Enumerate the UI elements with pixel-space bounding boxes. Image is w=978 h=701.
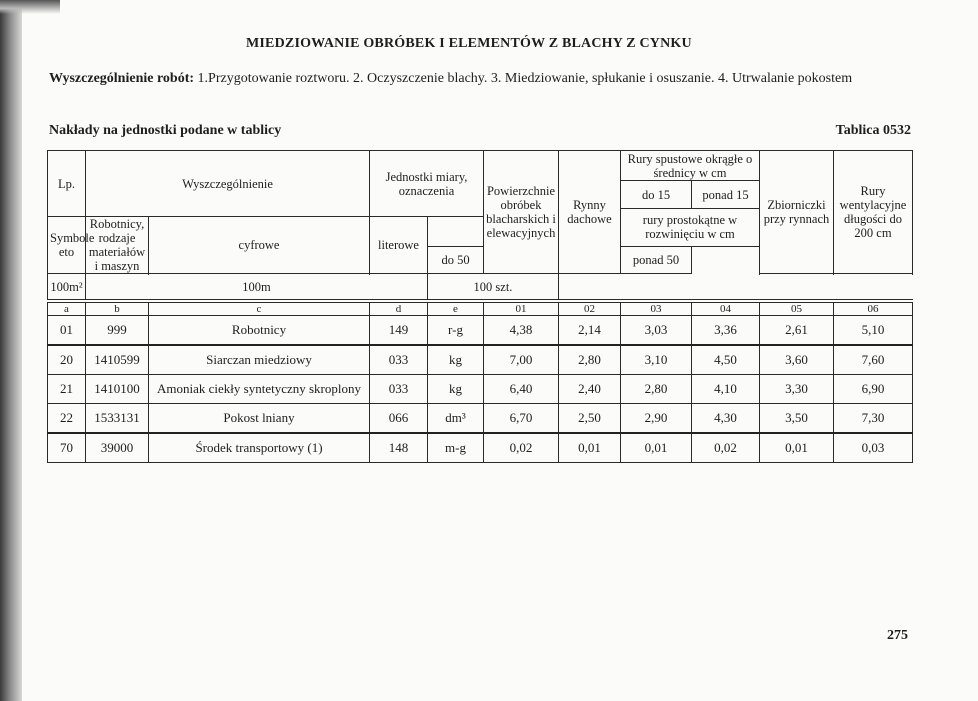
header-symbols: Symbole eto: [48, 217, 86, 274]
row-unit-numeric: 033: [370, 375, 428, 404]
table-row: [48, 433, 913, 463]
row-value: 2,80: [559, 345, 621, 375]
header-pipes-round: Rury spustowe okrągłe o średnicy w cm: [621, 151, 760, 181]
row-symbol: 39000: [86, 433, 149, 463]
expenditure-table: [47, 150, 913, 463]
row-lp: 21: [48, 375, 86, 404]
header-gutters: Rynny dachowe: [559, 151, 621, 274]
header-spec: Wyszczególnienie: [86, 151, 370, 217]
work-spec-text: 1.Przygotowanie roztworu. 2. Oczyszczenie blachy. 3. Miedziowanie, spłukanie i osuszanie. 4. Utrwalanie pokostem: [197, 71, 853, 86]
row-value: 4,10: [692, 375, 760, 404]
row-value: 0,01: [760, 433, 834, 463]
row-value: 3,10: [621, 345, 692, 375]
index-cell: b: [86, 303, 149, 316]
unit-length: 100m: [86, 274, 428, 300]
header-row-1: [48, 151, 913, 181]
row-value: 3,60: [760, 345, 834, 375]
header-vent: Rury wentylacyjne długości do 200 cm: [834, 151, 913, 274]
row-unit-letter: m-g: [428, 433, 484, 463]
row-value: 6,90: [834, 375, 913, 404]
header-over50: ponad 50: [621, 246, 692, 273]
row-value: 2,90: [621, 404, 692, 434]
index-cell: 05: [760, 303, 834, 316]
header-lp: Lp.: [48, 151, 86, 217]
row-value: 2,14: [559, 316, 621, 346]
row-unit-numeric: 033: [370, 345, 428, 375]
index-cell: 04: [692, 303, 760, 316]
index-cell: 03: [621, 303, 692, 316]
row-value: 4,50: [692, 345, 760, 375]
row-value: 4,30: [692, 404, 760, 434]
table-number: Tablica 0532: [835, 123, 911, 138]
header-upto15: do 15: [621, 181, 692, 209]
index-cell: 02: [559, 303, 621, 316]
page-title: MIEDZIOWANIE OBRÓBEK I ELEMENTÓW Z BLACHY Z CYNKU: [246, 36, 692, 51]
row-unit-letter: r-g: [428, 316, 484, 346]
row-symbol: 1410100: [86, 375, 149, 404]
table-row: [48, 316, 913, 346]
row-name: Pokost lniany: [149, 404, 370, 434]
work-spec-label: Wyszczególnienie robót:: [49, 71, 195, 86]
header-units: Jednostki miary, oznaczenia: [370, 151, 484, 217]
row-unit-letter: kg: [428, 345, 484, 375]
row-symbol: 1410599: [86, 345, 149, 375]
row-value: 7,30: [834, 404, 913, 434]
header-tanks: Zbiorniczki przy rynnach: [760, 151, 834, 274]
row-unit-numeric: 148: [370, 433, 428, 463]
index-cell: c: [149, 303, 370, 316]
row-value: 0,01: [621, 433, 692, 463]
index-cell: d: [370, 303, 428, 316]
row-value: 0,02: [692, 433, 760, 463]
unit-pieces: 100 szt.: [428, 274, 559, 300]
table-row: [48, 375, 913, 404]
header-over15: ponad 15: [692, 181, 760, 209]
row-value: 4,38: [484, 316, 559, 346]
table-row: [48, 404, 913, 434]
work-specification: [49, 70, 919, 88]
header-upto50: do 50: [428, 246, 484, 273]
row-unit-letter: dm³: [428, 404, 484, 434]
row-unit-numeric: 066: [370, 404, 428, 434]
row-value: 2,40: [559, 375, 621, 404]
header-units-row: [48, 274, 913, 300]
row-value: 3,36: [692, 316, 760, 346]
header-numeric: cyfrowe: [149, 217, 370, 274]
header-surface: Powierzchnie obróbek blacharskich i elewacyjnych: [484, 151, 559, 274]
index-row: [48, 303, 913, 316]
row-value: 3,03: [621, 316, 692, 346]
page-corner-shadow: [0, 0, 60, 14]
row-value: 7,60: [834, 345, 913, 375]
row-value: 5,10: [834, 316, 913, 346]
row-value: 0,02: [484, 433, 559, 463]
row-name: Siarczan miedziowy: [149, 345, 370, 375]
row-value: 6,70: [484, 404, 559, 434]
row-value: 2,80: [621, 375, 692, 404]
index-cell: 01: [484, 303, 559, 316]
row-symbol: 1533131: [86, 404, 149, 434]
row-value: 6,40: [484, 375, 559, 404]
header-workers: Robotnicy, rodzaje materiałów i maszyn: [86, 217, 149, 274]
book-spine-shadow: [0, 0, 22, 701]
index-cell: a: [48, 303, 86, 316]
row-symbol: 999: [86, 316, 149, 346]
page-number: 275: [887, 628, 908, 643]
row-value: 0,03: [834, 433, 913, 463]
row-lp: 70: [48, 433, 86, 463]
row-value: 0,01: [559, 433, 621, 463]
index-cell: 06: [834, 303, 913, 316]
row-name: Środek transportowy (1): [149, 433, 370, 463]
index-cell: e: [428, 303, 484, 316]
row-value: 2,61: [760, 316, 834, 346]
row-lp: 01: [48, 316, 86, 346]
header-pipes-rect: rury prostokątne w rozwinięciu w cm: [621, 209, 760, 247]
expenditure-note: Nakłady na jednostki podane w tablicy: [49, 123, 282, 138]
row-lp: 22: [48, 404, 86, 434]
row-unit-letter: kg: [428, 375, 484, 404]
row-unit-numeric: 149: [370, 316, 428, 346]
row-value: 3,30: [760, 375, 834, 404]
row-lp: 20: [48, 345, 86, 375]
row-value: 3,50: [760, 404, 834, 434]
table-row: [48, 345, 913, 375]
row-value: 2,50: [559, 404, 621, 434]
header-letter: literowe: [370, 217, 428, 274]
row-name: Amoniak ciekły syntetyczny skroplony: [149, 375, 370, 404]
row-name: Robotnicy: [149, 316, 370, 346]
row-value: 7,00: [484, 345, 559, 375]
unit-surface: 100m²: [48, 274, 86, 300]
